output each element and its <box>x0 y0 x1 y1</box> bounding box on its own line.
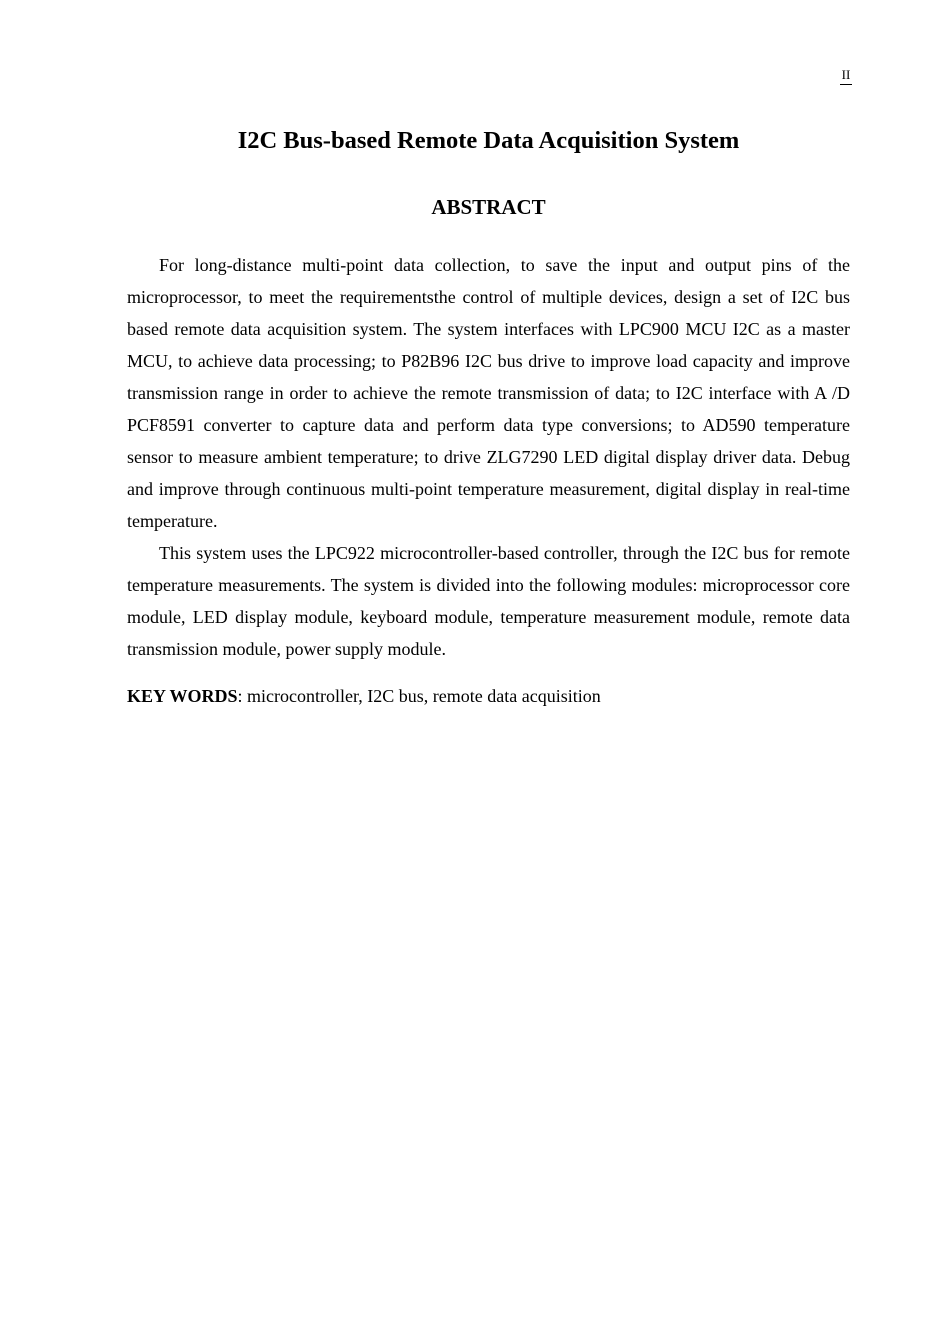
keywords-text: : microcontroller, I2C bus, remote data acquisition <box>237 686 601 706</box>
abstract-heading: ABSTRACT <box>431 195 546 219</box>
keywords-label: KEY WORDS <box>127 686 238 706</box>
keywords-line <box>127 681 850 711</box>
abstract-body <box>127 249 850 665</box>
abstract-paragraph-1: For long-distance multi-point data collection, to save the input and output pins of the microprocessor, to meet the requirementsthe control of multiple devices, design a set of I2C bus based remote data acquisition system. The system interfaces with LPC900 MCU I2C as a master MCU, to achieve data processing; to P82B96 I2C bus drive to improve load capacity and improve transmission range in order to achieve the remote transmission of data; to I2C interface with A /D PCF8591 converter to capture data and perform data type conversions; to AD590 temperature sensor to measure ambient temperature; to drive ZLG7290 LED digital display driver data. Debug and improve through continuous multi-point temperature measurement, digital display in real-time temperature. <box>127 255 850 531</box>
page-number: II <box>840 66 852 85</box>
abstract-paragraph-2: This system uses the LPC922 microcontroller-based controller, through the I2C bus for remote temperature measurements. The system is divided into the following modules: microprocessor core module, LED display module, keyboard module, temperature measurement module, remote data transmission module, power supply module. <box>127 543 850 659</box>
document-title: I2C Bus-based Remote Data Acquisition System <box>237 127 740 154</box>
